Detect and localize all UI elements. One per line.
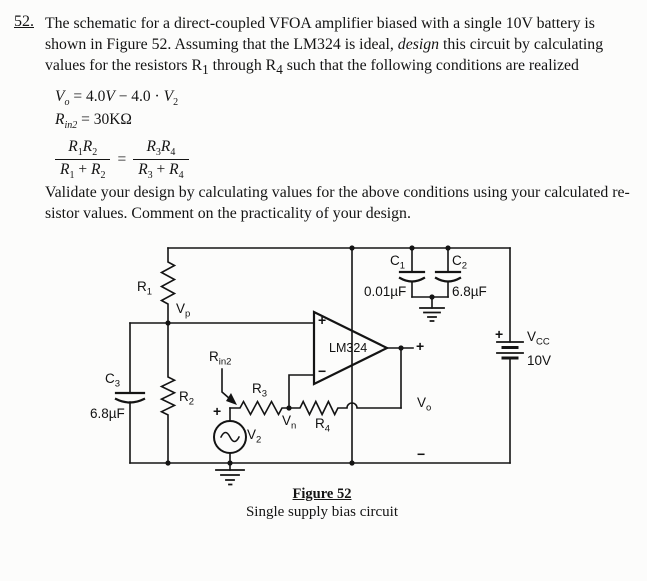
label-sub: 4 (324, 423, 331, 435)
label-text: C (105, 371, 115, 386)
para1-r1-sub: 1 (202, 62, 209, 78)
label-r2 (179, 389, 194, 408)
label-text: R (252, 381, 262, 396)
label-text: V (282, 413, 292, 428)
label-opamp-plus-input: + (318, 312, 327, 328)
resistor-r3 (230, 402, 289, 415)
label-text: V (247, 427, 257, 442)
output-wire (387, 348, 413, 408)
label-text: R (315, 416, 325, 431)
label-text: R (179, 389, 189, 404)
eq3-sub: 4 (178, 170, 184, 182)
label-c3 (105, 371, 120, 390)
label-vcc (527, 329, 550, 348)
label-c3-value: 6.8µF (90, 406, 125, 421)
label-text: V (527, 329, 537, 344)
eq3-var: R (82, 138, 93, 155)
eq3-sub: 2 (92, 147, 98, 159)
label-r1 (137, 279, 152, 298)
label-battery-plus: + (495, 326, 504, 342)
label-sub: 2 (461, 260, 468, 272)
capacitor-c3 (116, 393, 144, 403)
eq3-sub: 3 (155, 147, 161, 159)
eq1-var: V (105, 88, 115, 105)
figure-caption-subtitle: Single supply bias circuit (245, 504, 399, 520)
label-text: V (176, 301, 186, 316)
rin2-arrow-line (222, 369, 230, 399)
label-text: C (390, 253, 400, 268)
label-r3 (252, 381, 267, 400)
capacitor-c2 (436, 272, 460, 282)
label-r4 (315, 416, 330, 435)
eq3-var: R (68, 138, 78, 155)
capacitor-c1 (400, 272, 424, 282)
eq3-equals: = (117, 150, 127, 168)
label-vo (417, 395, 431, 414)
para1-r4-sub: 4 (276, 62, 283, 78)
label-vp (176, 301, 190, 320)
label-output-plus: + (416, 338, 425, 354)
eq3-sub: 3 (147, 170, 153, 182)
label-text: V (417, 395, 427, 410)
label-opamp-minus-input: − (318, 363, 327, 379)
eq2-part: = 30KΩ (77, 111, 132, 128)
eq3-sub: 4 (170, 147, 176, 159)
eq3-var: R (169, 161, 179, 179)
label-text: R (209, 349, 219, 364)
label-sub: p (185, 308, 191, 320)
eq3-var: R (60, 161, 70, 179)
v2-sine-icon (221, 433, 239, 442)
para1-text: The schematic for a direct-coupled VFOA amplifier biased with a single 10V battery is shown in Figure 52. Assuming that the LM324 is ideal, (45, 15, 595, 53)
label-sub: 3 (261, 388, 268, 400)
eq3-sub: 1 (77, 147, 83, 159)
para1-text: through R (208, 57, 277, 74)
label-sub: 2 (188, 396, 195, 408)
label-sub: CC (536, 336, 550, 348)
label-c2-value: 6.8µF (452, 284, 487, 299)
eq2-var: R (55, 111, 65, 128)
figure-caption (197, 486, 447, 521)
para2-line: sistor values. Comment on the practicality of your design. (45, 205, 411, 222)
label-sub: 2 (256, 434, 262, 446)
eq1-var: V (163, 88, 174, 105)
ground-caps-icon (420, 308, 444, 321)
eq1-part: = 4.0 (69, 88, 106, 105)
problem-number: 52. (14, 13, 34, 30)
eq3-var: R (138, 161, 148, 179)
label-sub: 1 (399, 260, 406, 272)
eq1-sub-2: 2 (173, 97, 179, 109)
eq3-sub: 2 (100, 170, 106, 182)
label-vcc-value: 10V (527, 353, 552, 368)
label-sub: 3 (114, 378, 121, 390)
eq1-sub-o: o (64, 97, 70, 109)
resistor-r2 (162, 323, 175, 463)
inverting-input-wire (289, 375, 314, 408)
eq3-var: R (160, 138, 171, 155)
eq3-plus: + (74, 161, 91, 179)
label-c1 (390, 253, 405, 272)
eq1-var: V (55, 88, 65, 105)
label-sub: in2 (218, 356, 232, 368)
eq3-plus: + (152, 161, 170, 179)
para1-design-italic: design (397, 36, 440, 53)
para1-text: such that the following conditions are realized (282, 57, 579, 74)
label-opamp-part: LM324 (329, 341, 368, 355)
label-c2 (452, 253, 467, 272)
eq1-part: − 4.0 · (114, 88, 164, 105)
label-text: R (137, 279, 147, 294)
eq3-var: R (90, 161, 101, 179)
label-sub: o (426, 402, 432, 414)
rin2-arrowhead-icon (226, 393, 237, 405)
label-vn (282, 413, 296, 432)
label-sub: 1 (146, 286, 153, 298)
eq3-var: R (146, 138, 156, 155)
label-c1-value: 0.01µF (364, 284, 407, 299)
label-v2 (247, 427, 261, 446)
label-sub: n (291, 420, 297, 432)
para2-line: Validate your design by calculating values for the above conditions using your calculated re- (45, 184, 630, 201)
eq2-sub: in2 (64, 120, 78, 132)
para1-text: this circuit by calculating values for the resistors R (45, 36, 604, 74)
figure-caption-title: Figure 52 (292, 486, 352, 502)
resistor-r1 (162, 248, 175, 323)
ground-v2-icon (216, 470, 244, 485)
label-text: C (452, 253, 462, 268)
eq3-sub: 1 (69, 170, 75, 182)
label-output-minus: − (417, 446, 426, 462)
label-rin2 (209, 349, 231, 368)
resistor-r4 (289, 402, 401, 415)
label-v2-plus: + (213, 403, 222, 419)
